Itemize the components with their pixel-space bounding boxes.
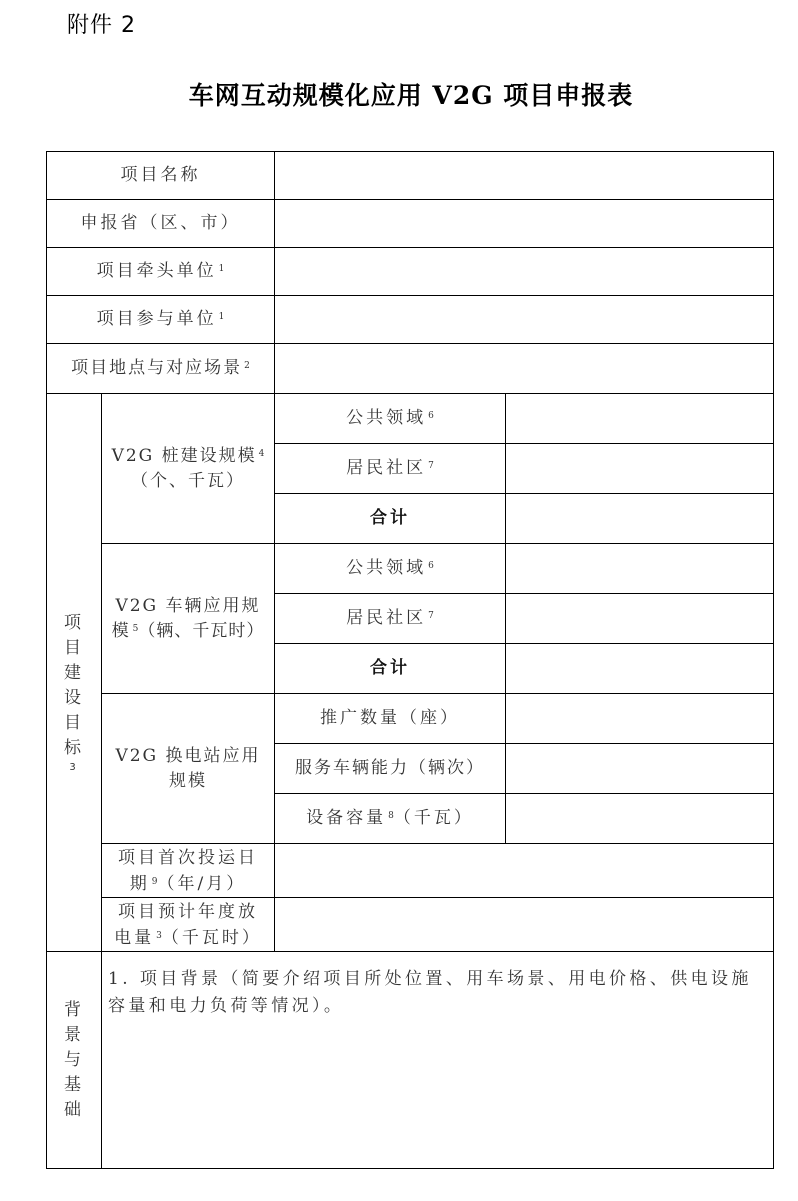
label-v2g-vehicle-scale: V2G 车辆应用规 模 $^5$（辆、千瓦时） bbox=[102, 544, 275, 694]
label-pile-public: 公共领域 $^6$ bbox=[275, 394, 506, 444]
label-pile-total: 合计 bbox=[275, 494, 506, 544]
label-v2g-swap-station-scale: V2G 换电站应用 规模 bbox=[102, 694, 275, 844]
input-location-scene[interactable] bbox=[275, 344, 774, 394]
input-vehicle-total[interactable] bbox=[506, 644, 774, 694]
input-swap-service-capacity[interactable] bbox=[506, 744, 774, 794]
label-v2g-pile-scale: V2G 桩建设规模 $^4$ （个、千瓦） bbox=[102, 394, 275, 544]
row-lead-unit bbox=[47, 248, 774, 296]
input-pile-public[interactable] bbox=[506, 394, 774, 444]
input-pile-total[interactable] bbox=[506, 494, 774, 544]
input-pile-residential[interactable] bbox=[506, 444, 774, 494]
input-vehicle-residential[interactable] bbox=[506, 594, 774, 644]
label-first-operation-date: 项目首次投运日 期 $^9$（年/月） bbox=[102, 844, 275, 898]
row-location-scene bbox=[47, 344, 774, 394]
section-label-construction-goals: 项 目 建 设 目 标 3 bbox=[47, 394, 102, 952]
input-swap-count[interactable] bbox=[506, 694, 774, 744]
label-vehicle-residential: 居民社区 $^7$ bbox=[275, 594, 506, 644]
input-first-operation-date[interactable] bbox=[275, 844, 774, 898]
input-lead-unit[interactable] bbox=[275, 248, 774, 296]
label-swap-count: 推广数量（座） bbox=[275, 694, 506, 744]
label-vehicle-total: 合计 bbox=[275, 644, 506, 694]
input-participant-unit[interactable] bbox=[275, 296, 774, 344]
page-title: 车网互动规模化应用 V2G 项目申报表 bbox=[188, 81, 634, 110]
input-project-background[interactable]: 1. 项目背景（简要介绍项目所处位置、用车场景、用电价格、供电设施容量和电力负荷等情况）。 bbox=[102, 952, 774, 1169]
input-annual-discharge[interactable] bbox=[275, 898, 774, 952]
label-location-scene: 项目地点与对应场景 $^2$ bbox=[47, 344, 275, 394]
row-project-name bbox=[47, 152, 774, 200]
label-lead-unit: 项目牵头单位 $^1$ bbox=[47, 248, 275, 296]
label-province: 申报省（区、市） bbox=[47, 200, 275, 248]
input-project-name[interactable] bbox=[275, 152, 774, 200]
row-participant-unit bbox=[47, 296, 774, 344]
attachment-label: 附件 2 bbox=[67, 13, 136, 38]
label-swap-equipment-capacity: 设备容量 $^8$（千瓦） bbox=[275, 794, 506, 844]
label-vehicle-public: 公共领域 $^6$ bbox=[275, 544, 506, 594]
input-swap-equipment-capacity[interactable] bbox=[506, 794, 774, 844]
label-pile-residential: 居民社区 $^7$ bbox=[275, 444, 506, 494]
label-swap-service-capacity: 服务车辆能力（辆次） bbox=[275, 744, 506, 794]
section-label-background: 背 景 与 基 础 bbox=[47, 952, 102, 1169]
label-annual-discharge: 项目预计年度放 电量 $^3$（千瓦时） bbox=[102, 898, 275, 952]
input-vehicle-public[interactable] bbox=[506, 544, 774, 594]
label-project-name: 项目名称 bbox=[47, 152, 275, 200]
application-form-table bbox=[46, 151, 774, 1169]
input-province[interactable] bbox=[275, 200, 774, 248]
row-province bbox=[47, 200, 774, 248]
label-participant-unit: 项目参与单位 $^1$ bbox=[47, 296, 275, 344]
